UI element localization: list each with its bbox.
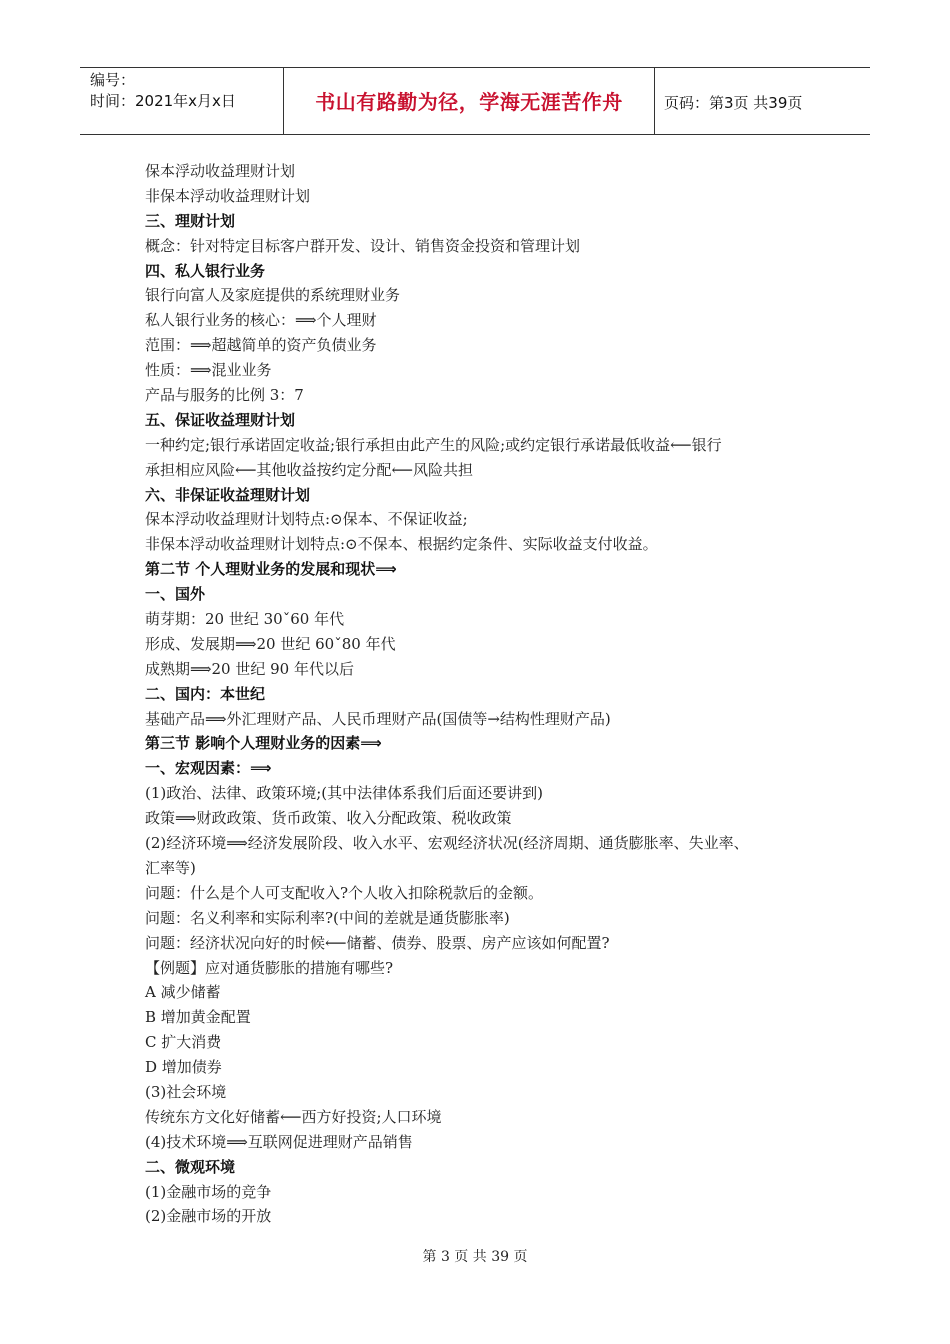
body-line: 问题：经济状况向好的时候⟵储蓄、债券、股票、房产应该如何配置?	[145, 933, 610, 952]
header-divider-right	[654, 67, 655, 135]
body-line: 保本浮动收益理财计划	[145, 162, 296, 180]
body-line: 范围：⟹超越简单的资产负债业务	[145, 336, 377, 355]
body-line: 一种约定;银行承诺固定收益;银行承担由此产生的风险;或约定银行承诺最低收益⟵银行	[145, 435, 722, 454]
section-heading: 第三节 影响个人理财业务的因素⟹	[145, 734, 382, 753]
body-line: 非保本浮动收益理财计划	[145, 186, 311, 205]
body-line: A 减少储蓄	[145, 983, 221, 1002]
document-number-label: 编号：	[90, 71, 136, 89]
section-heading: 二、微观环境	[145, 1157, 236, 1176]
body-line: 萌芽期：20 世纪 30ˇ60 年代	[145, 610, 345, 629]
section-heading: 五、保证收益理财计划	[145, 410, 296, 429]
body-line: 政策⟹财政政策、货币政策、收入分配政策、税收政策	[145, 809, 512, 828]
body-line: (1)政治、法律、政策环境;(其中法律体系我们后面还要讲到)	[145, 784, 544, 803]
body-line: (4)技术环境⟹互联网促进理财产品销售	[145, 1132, 413, 1151]
header-bottom-rule	[80, 134, 870, 135]
body-line: 【例题】应对通货膨胀的措施有哪些?	[145, 958, 394, 977]
header-page-info: 页码：第3页 共39页	[664, 94, 803, 112]
section-heading: 二、国内：本世纪	[145, 684, 266, 703]
header-left-block	[90, 70, 236, 112]
body-line: 承担相应风险⟵其他收益按约定分配⟵风险共担	[145, 460, 474, 479]
body-line: 成熟期⟹20 世纪 90 年代以后	[145, 659, 354, 678]
body-line: B 增加黄金配置	[145, 1008, 251, 1027]
section-heading: 一、国外	[145, 585, 206, 604]
body-line: 传统东方文化好储蓄⟵西方好投资;人口环境	[145, 1107, 442, 1126]
body-line: (2)金融市场的开放	[145, 1207, 272, 1226]
body-line: D 增加债券	[145, 1058, 222, 1077]
body-line: 基础产品⟹外汇理财产品、人民币理财产品(国债等→结构性理财产品)	[145, 709, 611, 728]
body-line: 问题：名义利率和实际利率?(中间的差就是通货膨胀率)	[145, 908, 510, 927]
body-line: 银行向富人及家庭提供的系统理财业务	[145, 286, 401, 305]
document-body	[145, 159, 825, 1229]
body-line: (1)金融市场的竞争	[145, 1182, 272, 1201]
body-line: 私人银行业务的核心：⟹个人理财	[145, 311, 377, 330]
section-heading: 四、私人银行业务	[145, 261, 266, 280]
body-line: (3)社会环境	[145, 1082, 227, 1101]
header-top-rule	[80, 67, 870, 68]
body-line: 汇率等)	[145, 858, 196, 877]
body-line: 性质：⟹混业业务	[145, 361, 272, 380]
body-line: 保本浮动收益理财计划特点:⊙保本、不保证收益;	[145, 510, 468, 529]
body-line: 问题：什么是个人可支配收入?个人收入扣除税款后的金额。	[145, 883, 544, 902]
section-heading: 三、理财计划	[145, 211, 236, 230]
section-heading: 一、宏观因素：⟹	[145, 759, 272, 778]
section-heading: 第二节 个人理财业务的发展和现状⟹	[145, 560, 397, 579]
body-line: (2)经济环境⟹经济发展阶段、收入水平、宏观经济状况(经济周期、通货膨胀率、失业率、	[145, 834, 749, 853]
page-footer: 第 3 页 共 39 页	[422, 1249, 528, 1265]
body-line: 产品与服务的比例 3：7	[145, 386, 304, 405]
document-time-label: 时间：2021年x月x日	[90, 92, 236, 110]
body-line: 非保本浮动收益理财计划特点:⊙不保本、根据约定条件、实际收益支付收益。	[145, 535, 658, 554]
header-motto: 书山有路勤为径，学海无涯苦作舟	[315, 90, 623, 114]
body-line: 概念：针对特定目标客户群开发、设计、销售资金投资和管理计划	[145, 236, 581, 255]
section-heading: 六、非保证收益理财计划	[145, 485, 311, 504]
body-line: 形成、发展期⟹20 世纪 60ˇ80 年代	[145, 634, 396, 653]
body-line: C 扩大消费	[145, 1033, 222, 1052]
